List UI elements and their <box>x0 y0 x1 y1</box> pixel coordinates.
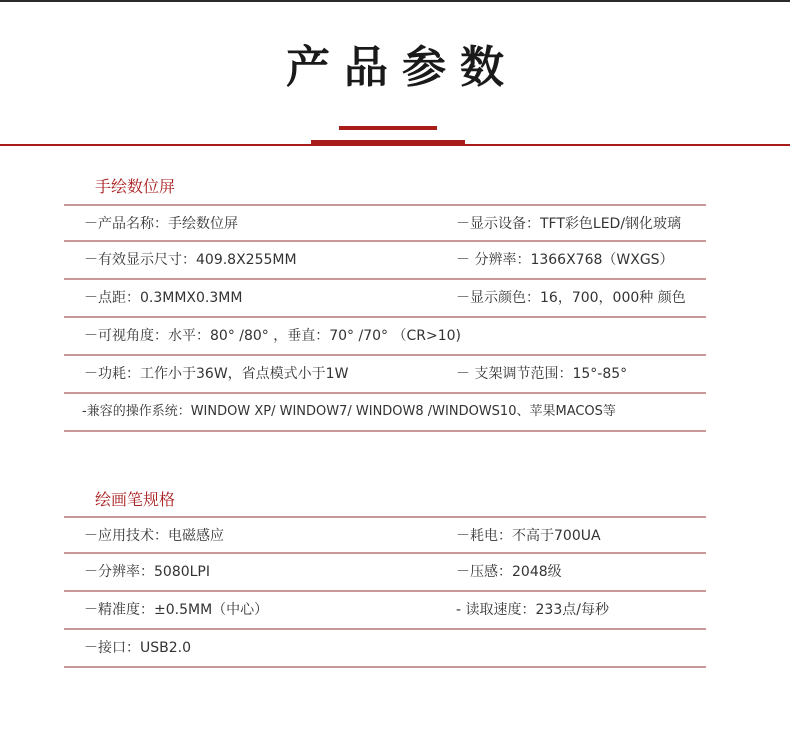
spec-table <box>64 204 706 432</box>
spec-item: －有效显示尺寸：409.8X255MM <box>84 252 297 268</box>
spec-item: －分辨率：5080LPI <box>84 564 210 580</box>
spec-item: － 分辨率：1366X768（WXGS） <box>456 252 674 268</box>
spec-item: －可视角度：水平：80° /80° ，垂直：70° /70° （CR>10) <box>84 328 462 344</box>
section-title: 手绘数位屏 <box>95 177 176 196</box>
spec-item: - 读取速度：233点/每秒 <box>456 602 609 618</box>
spec-item: －点距：0.3MMX0.3MM <box>84 290 243 306</box>
title-accent-bar <box>311 140 465 145</box>
section-title: 绘画笔规格 <box>95 490 176 509</box>
table-row <box>64 630 706 668</box>
table-row <box>64 242 706 280</box>
table-row <box>64 394 706 432</box>
spec-table <box>64 516 706 668</box>
page-title: 产品参数 <box>286 42 518 93</box>
top-border <box>0 0 790 2</box>
spec-item: －精准度：±0.5MM（中心） <box>84 602 269 618</box>
table-row <box>64 204 706 242</box>
table-row <box>64 592 706 630</box>
spec-item: － 支架调节范围：15°-85° <box>456 366 628 382</box>
spec-item: －显示设备：TFT彩色LED/钢化玻璃 <box>456 216 682 232</box>
table-row <box>64 516 706 554</box>
table-row <box>64 318 706 356</box>
spec-item: －产品名称：手绘数位屏 <box>84 216 238 232</box>
spec-item: －功耗：工作小于36W，省点模式小于1W <box>84 366 349 382</box>
spec-item: －接口：USB2.0 <box>84 640 192 656</box>
title-underline <box>339 126 437 130</box>
spec-item: －应用技术：电磁感应 <box>84 528 224 544</box>
table-row <box>64 554 706 592</box>
spec-item: -兼容的操作系统：WINDOW XP/ WINDOW7/ WINDOW8 /WINDOWS10、苹果MACOS等 <box>82 404 616 419</box>
table-row <box>64 280 706 318</box>
table-row <box>64 356 706 394</box>
spec-item: －压感：2048级 <box>456 564 562 580</box>
spec-item: －耗电：不高于700UA <box>456 528 601 544</box>
spec-item: －显示颜色：16，700，000种 颜色 <box>456 290 686 306</box>
